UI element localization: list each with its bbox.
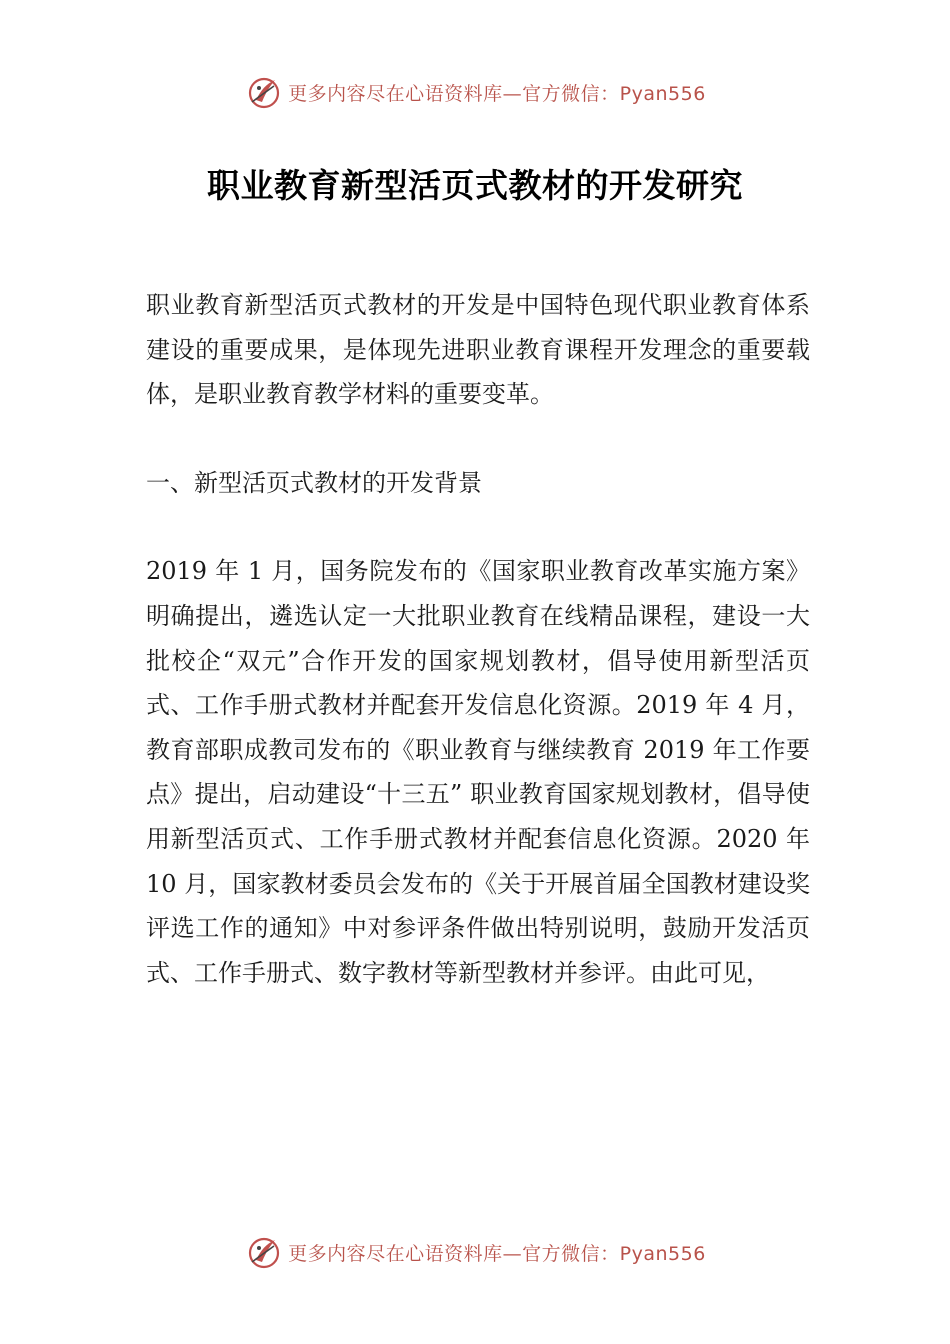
section-heading: 一、新型活页式教材的开发背景	[146, 468, 482, 497]
header-watermark	[0, 72, 950, 112]
document-body	[146, 283, 810, 995]
intro-paragraph: 职业教育新型活页式教材的开发是中国特色现代职业教育体系建设的重要成果，是体现先进职业教育课程开发理念的重要载体，是职业教育教学材料的重要变革。	[146, 291, 810, 409]
header-watermark-text: 更多内容尽在心语资料库—官方微信：	[288, 82, 620, 105]
background-paragraph: 2019 年 1 月，国务院发布的《国家职业教育改革实施方案》明确提出，遴选认定一大批职业教育在线精品课程，建设一大批校企“双元”合作开发的国家规划教材，倡导使用新型活页式、工作手册式教材并配套开发信息化资源。2019 年 4 月，教育部职成教司发布的《职业教育与继续教育 2019 年工作要点》提出，启动建设“十三五” 职业教育国家规划教材，倡导使用新型活页式、工作手册式教材并配套信息化资源。2020 年 10 月，国家教材委员会发布的《关于开展首届全国教材建设奖评选工作的通知》中对参评条件做出特别说明，鼓励开发活页式、工作手册式、数字教材等新型教材并参评。由此可见，	[146, 557, 810, 987]
brand-logo-icon	[244, 1232, 284, 1272]
footer-wechat-id: Pyan556	[619, 1242, 706, 1265]
footer-watermark-text: 更多内容尽在心语资料库—官方微信：	[288, 1242, 620, 1265]
brand-logo-icon	[244, 72, 284, 112]
document-title: 职业教育新型活页式教材的开发研究	[207, 166, 743, 205]
footer-watermark	[0, 1232, 950, 1272]
header-wechat-id: Pyan556	[619, 82, 706, 105]
